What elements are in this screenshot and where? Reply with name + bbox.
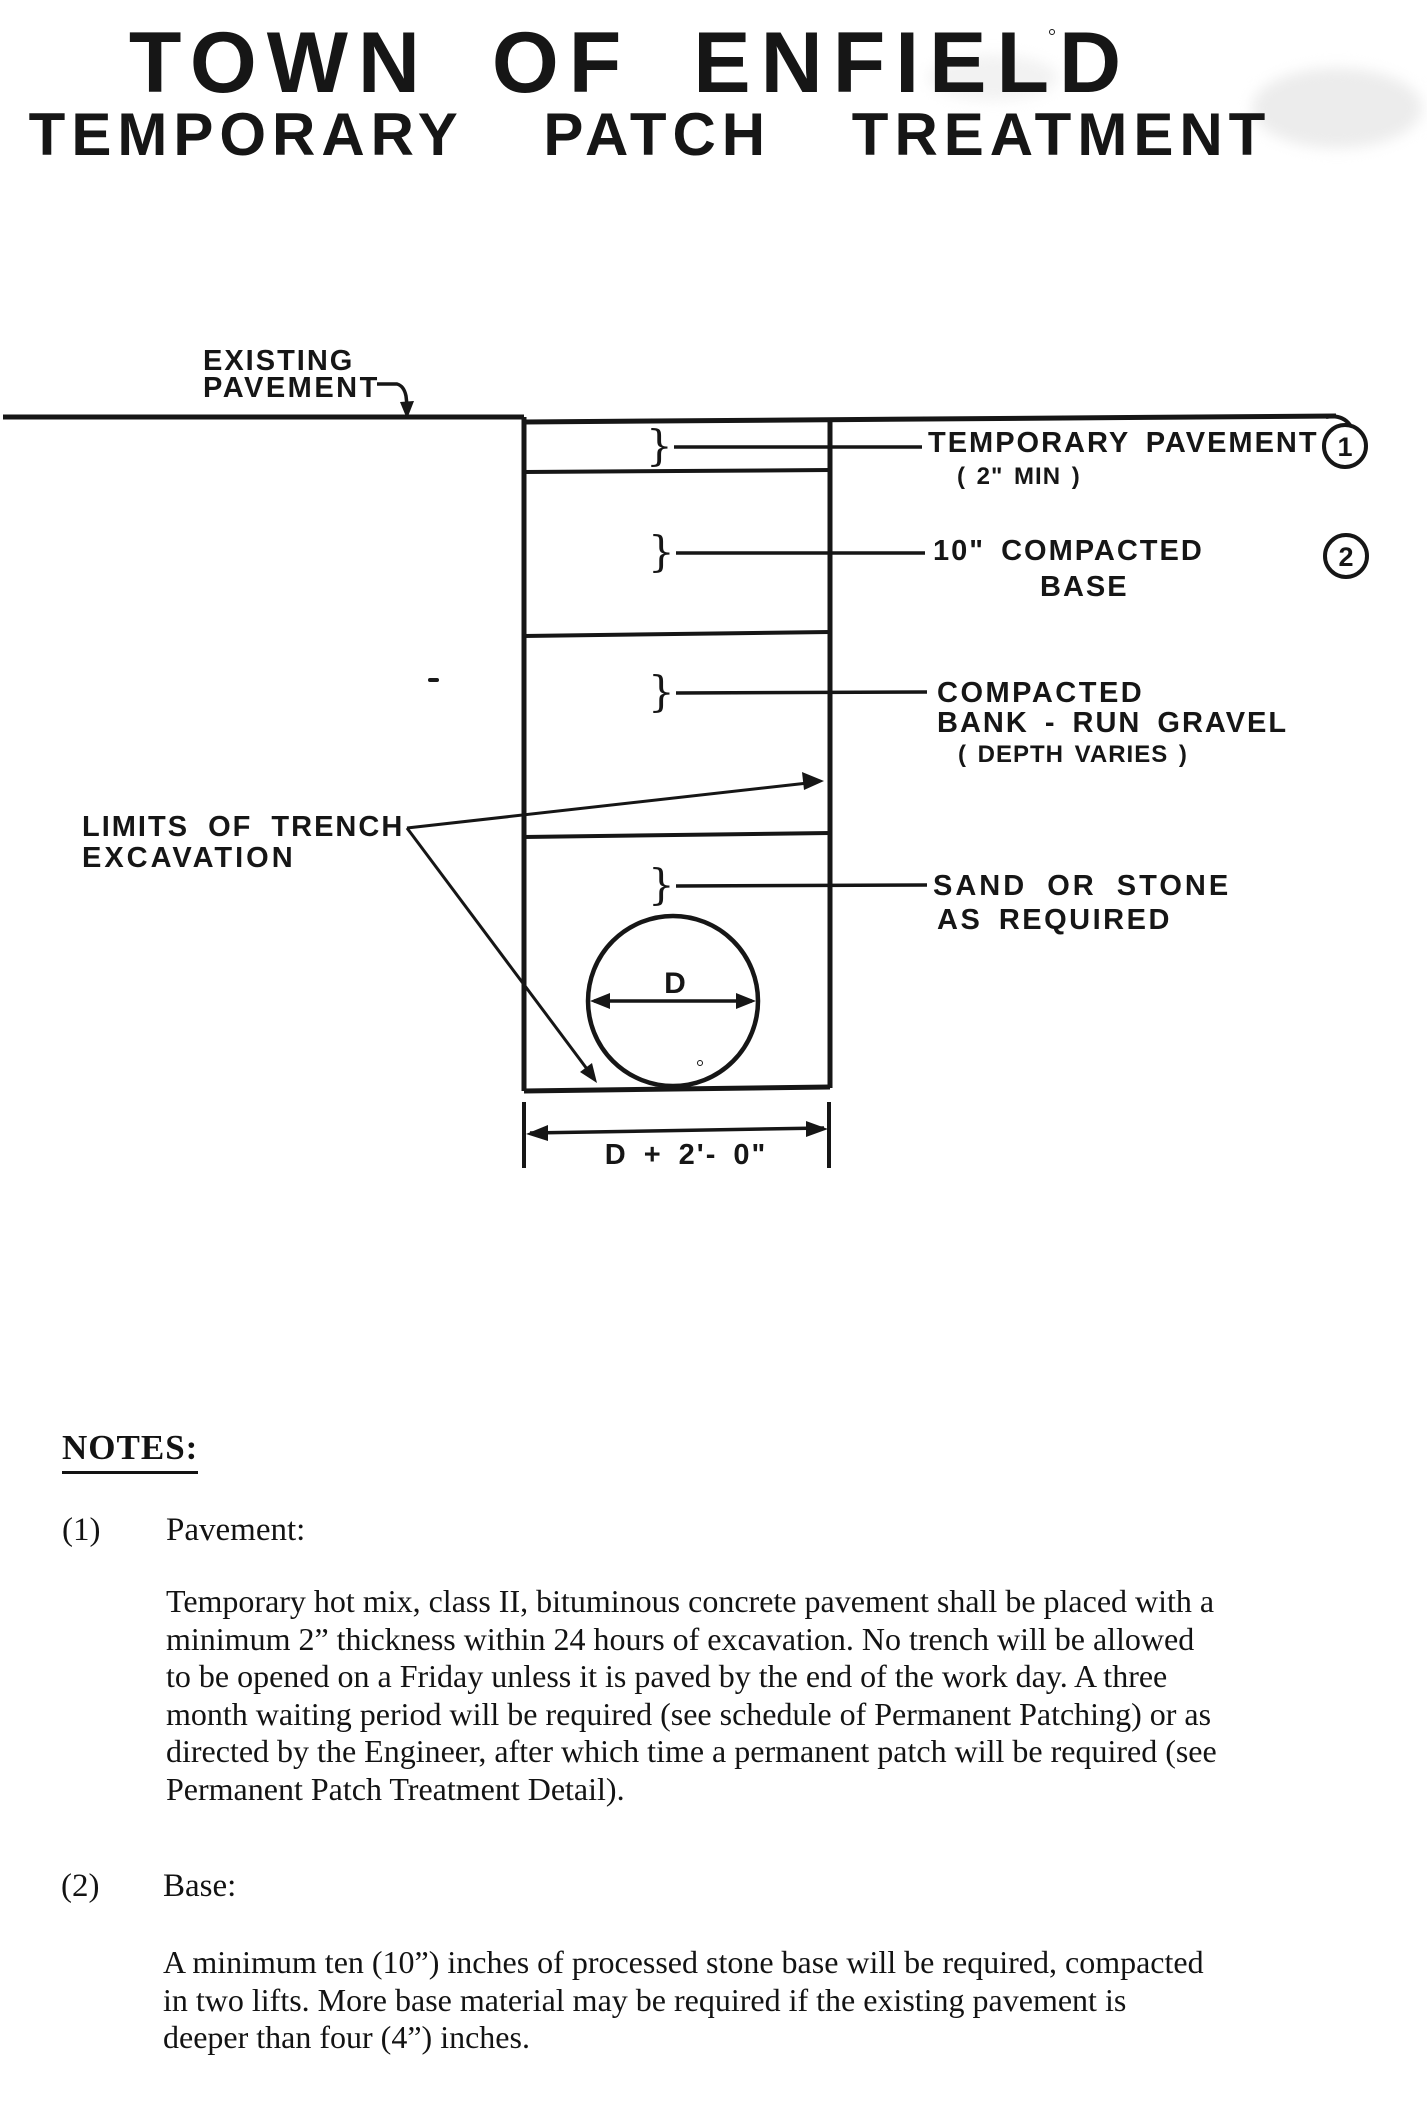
sheet-title-line1: TOWN OF ENFIELD [128, 15, 1132, 111]
limits-label-line1: LIMITS OF TRENCH [82, 811, 405, 843]
note-1-line: to be opened on a Friday unless it is paved by the end of the work day. A three [166, 1658, 1168, 1694]
compacted-base-label-line1: 10" COMPACTED [933, 535, 1204, 567]
dimension-arrowhead-left [526, 1125, 548, 1141]
limits-arrow-lower-head [580, 1063, 597, 1083]
note-2-title: Base: [163, 1868, 237, 1904]
note-1-number: (1) [62, 1512, 101, 1548]
note-1-line: directed by the Engineer, after which time a permanent patch will be required (see [166, 1733, 1217, 1769]
callout-2-number: 2 [1338, 542, 1354, 572]
trench-width-label: D + 2'- 0" [604, 1139, 768, 1171]
leader-bracket: } [648, 860, 675, 909]
gravel-leader [676, 692, 927, 693]
note-2-number: (2) [61, 1868, 100, 1904]
temporary-pavement-bottom-line [524, 470, 830, 472]
compacted-base-bottom-line [524, 632, 830, 636]
existing-pavement-label-line2: PAVEMENT [203, 372, 380, 404]
sand-label-line1: SAND OR STONE [933, 870, 1232, 902]
note-1-line: Permanent Patch Treatment Detail). [166, 1770, 625, 1807]
note-2-line: A minimum ten (10”) inches of processed stone base will be required, compacted [163, 1944, 1204, 1980]
dimension-line [530, 1128, 824, 1133]
pipe-diameter-arrowhead-right [736, 993, 756, 1009]
note-1-paragraph [166, 1583, 1217, 1808]
ink-speck [428, 678, 439, 682]
sand-label-line2: AS REQUIRED [937, 904, 1172, 936]
existing-pavement-label-line1: EXISTING [203, 345, 355, 377]
limits-arrow-lower-line [407, 828, 590, 1073]
gravel-label-line2: BANK - RUN GRAVEL [937, 707, 1289, 739]
note-1-line: Temporary hot mix, class II, bituminous concrete pavement shall be placed with a [166, 1583, 1215, 1619]
compacted-base-label-line2: BASE [1040, 571, 1129, 603]
note-1-line: minimum 2” thickness within 24 hours of excavation. No trench will be allowed [166, 1620, 1195, 1657]
note-2-line: in two lifts. More base material may be required if the existing pavement is [163, 1981, 1127, 2018]
notes-heading: NOTES: [62, 1428, 198, 1474]
sheet-title-line2: TEMPORARY PATCH TREATMENT [28, 101, 1272, 168]
ink-speck [698, 1061, 703, 1066]
gravel-label-line1: COMPACTED [937, 677, 1145, 709]
note-2-paragraph [163, 1944, 1204, 2057]
gravel-depth-label: ( DEPTH VARIES ) [958, 741, 1188, 768]
gravel-bottom-line [524, 833, 830, 837]
sand-leader [676, 885, 927, 886]
temporary-pavement-min-label: ( 2" MIN ) [957, 463, 1081, 490]
callout-1-number: 1 [1337, 432, 1353, 462]
dimension-arrowhead-right [806, 1121, 828, 1137]
pipe-diameter-label: D [664, 967, 688, 1000]
ink-speck [1050, 30, 1055, 35]
leader-bracket: } [648, 527, 675, 576]
leader-bracket: } [646, 421, 673, 470]
limits-arrow-upper-head [802, 772, 824, 790]
limits-label-line2: EXCAVATION [82, 842, 296, 874]
note-1-line: month waiting period will be required (see schedule of Permanent Patching) or as [166, 1695, 1212, 1732]
pipe-diameter-arrowhead-left [590, 993, 610, 1009]
note-2-line: deeper than four (4”) inches. [163, 2019, 530, 2055]
limits-arrow-upper-line [407, 783, 808, 828]
note-1-title: Pavement: [166, 1512, 306, 1548]
leader-bracket: } [648, 667, 675, 716]
temporary-pavement-label: TEMPORARY PAVEMENT [928, 427, 1319, 459]
